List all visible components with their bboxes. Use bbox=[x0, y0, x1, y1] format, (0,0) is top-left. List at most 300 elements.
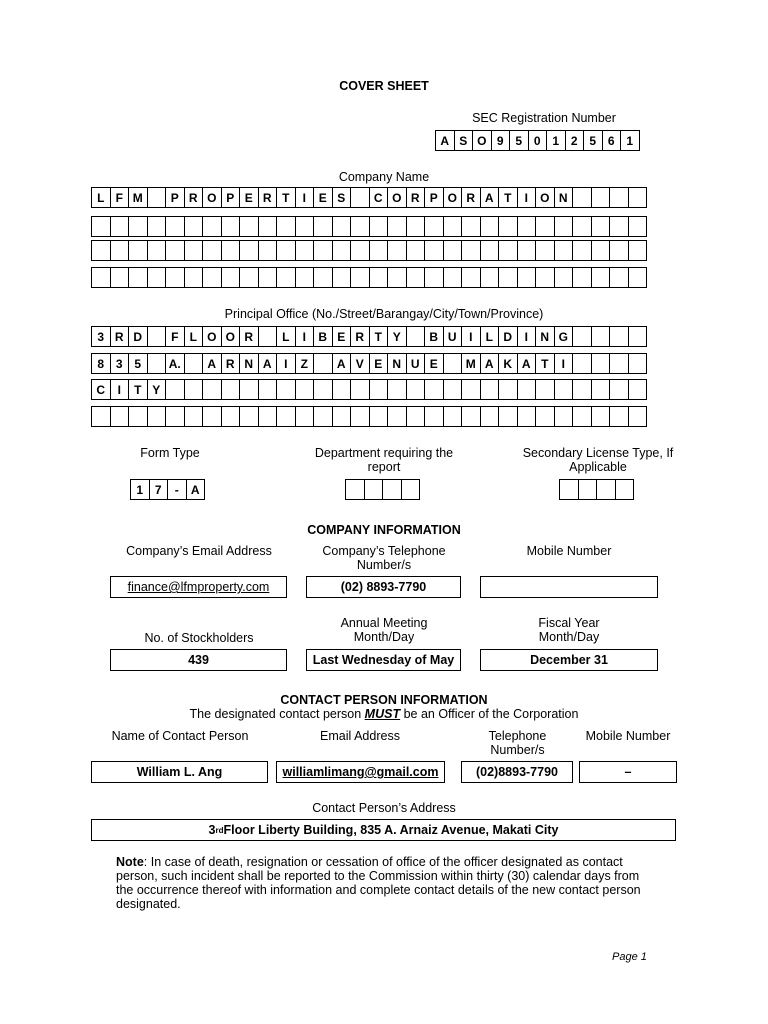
char-cell: 2 bbox=[565, 130, 585, 151]
char-cell bbox=[628, 187, 648, 208]
char-cell bbox=[401, 479, 421, 500]
char-cell bbox=[345, 479, 365, 500]
note-paragraph bbox=[116, 855, 656, 911]
char-cell bbox=[147, 326, 167, 347]
char-cell bbox=[498, 406, 518, 427]
char-row bbox=[91, 267, 646, 288]
char-cell bbox=[628, 240, 648, 261]
char-cell bbox=[313, 353, 333, 374]
char-cell bbox=[461, 240, 481, 261]
char-cell bbox=[572, 187, 592, 208]
char-cell bbox=[369, 267, 389, 288]
secondary-license-grid bbox=[559, 479, 633, 500]
char-cell bbox=[424, 406, 444, 427]
char-cell bbox=[128, 406, 148, 427]
char-cell bbox=[202, 240, 222, 261]
contact-address-field bbox=[91, 819, 676, 841]
char-cell: P bbox=[221, 187, 241, 208]
char-cell bbox=[609, 379, 629, 400]
char-cell: O bbox=[202, 326, 222, 347]
char-cell bbox=[609, 267, 629, 288]
char-cell: C bbox=[91, 379, 111, 400]
char-cell: - bbox=[167, 479, 187, 500]
char-cell bbox=[535, 240, 555, 261]
sec-registration-label: SEC Registration Number bbox=[472, 111, 616, 125]
char-cell bbox=[165, 406, 185, 427]
char-cell: E bbox=[239, 187, 259, 208]
char-cell bbox=[387, 379, 407, 400]
char-cell bbox=[480, 216, 500, 237]
char-cell bbox=[202, 379, 222, 400]
char-cell: O bbox=[387, 187, 407, 208]
char-cell: N bbox=[535, 326, 555, 347]
char-cell: 5 bbox=[509, 130, 529, 151]
char-cell bbox=[406, 240, 426, 261]
char-cell bbox=[517, 379, 537, 400]
char-cell: 9 bbox=[491, 130, 511, 151]
char-cell bbox=[480, 267, 500, 288]
char-cell: I bbox=[110, 379, 130, 400]
char-cell bbox=[443, 216, 463, 237]
char-cell bbox=[591, 353, 611, 374]
char-cell bbox=[350, 216, 370, 237]
char-cell: E bbox=[424, 353, 444, 374]
company-phone-label: Company’s Telephone Number/s bbox=[322, 544, 446, 572]
char-cell bbox=[591, 326, 611, 347]
address-pre: 3 bbox=[208, 823, 216, 837]
char-cell bbox=[258, 326, 278, 347]
char-cell bbox=[387, 406, 407, 427]
char-cell: E bbox=[369, 353, 389, 374]
char-cell bbox=[498, 379, 518, 400]
char-cell bbox=[313, 406, 333, 427]
char-cell: T bbox=[369, 326, 389, 347]
char-cell bbox=[332, 379, 352, 400]
char-cell bbox=[387, 216, 407, 237]
char-cell: U bbox=[406, 353, 426, 374]
secondary-license-label: Secondary License Type, If Applicable bbox=[522, 446, 674, 474]
mobile-number-field bbox=[480, 576, 658, 598]
contact-phone-field: (02)8893-7790 bbox=[461, 761, 573, 783]
char-cell bbox=[628, 267, 648, 288]
char-cell bbox=[332, 216, 352, 237]
char-cell bbox=[295, 379, 315, 400]
char-cell bbox=[406, 267, 426, 288]
char-cell bbox=[364, 479, 384, 500]
char-cell bbox=[350, 187, 370, 208]
char-cell: M bbox=[461, 353, 481, 374]
char-row bbox=[91, 240, 646, 261]
char-cell: D bbox=[498, 326, 518, 347]
char-cell bbox=[572, 267, 592, 288]
char-cell bbox=[535, 216, 555, 237]
char-cell: O bbox=[535, 187, 555, 208]
char-cell bbox=[387, 240, 407, 261]
char-cell bbox=[572, 326, 592, 347]
char-cell bbox=[239, 216, 259, 237]
char-cell bbox=[184, 406, 204, 427]
char-cell bbox=[517, 216, 537, 237]
char-cell bbox=[91, 267, 111, 288]
contact-mobile-label: Mobile Number bbox=[585, 729, 671, 743]
char-cell bbox=[615, 479, 635, 500]
char-cell bbox=[559, 479, 579, 500]
char-cell bbox=[443, 406, 463, 427]
char-cell bbox=[147, 187, 167, 208]
char-cell: A bbox=[202, 353, 222, 374]
char-cell bbox=[591, 267, 611, 288]
contact-sub-pre: The designated contact person bbox=[189, 707, 365, 721]
char-cell bbox=[91, 216, 111, 237]
char-cell bbox=[295, 406, 315, 427]
note-text: : In case of death, resignation or cessation of office of the officer designated as contact person, such incident shall be reported to the Commission within thirty (30) calendar days from the occurrence thereof with information and complete contact details of the new contact person designated. bbox=[116, 855, 641, 911]
char-cell: A bbox=[480, 187, 500, 208]
char-cell: T bbox=[128, 379, 148, 400]
sec-registration-grid bbox=[435, 130, 639, 151]
char-cell: E bbox=[313, 187, 333, 208]
char-cell bbox=[128, 267, 148, 288]
company-phone-field: (02) 8893-7790 bbox=[306, 576, 461, 598]
char-cell bbox=[609, 187, 629, 208]
char-cell: I bbox=[295, 187, 315, 208]
fiscal-year-field: December 31 bbox=[480, 649, 658, 671]
char-row bbox=[91, 216, 646, 237]
char-cell: 3 bbox=[91, 326, 111, 347]
char-cell bbox=[443, 379, 463, 400]
char-cell: Z bbox=[295, 353, 315, 374]
char-cell bbox=[332, 406, 352, 427]
char-cell bbox=[591, 379, 611, 400]
char-cell bbox=[628, 353, 648, 374]
contact-email-field: williamlimang@gmail.com bbox=[276, 761, 445, 783]
char-cell bbox=[572, 379, 592, 400]
char-cell bbox=[628, 216, 648, 237]
char-cell bbox=[239, 406, 259, 427]
char-cell bbox=[202, 216, 222, 237]
char-cell bbox=[609, 216, 629, 237]
char-cell bbox=[276, 379, 296, 400]
char-cell bbox=[276, 240, 296, 261]
char-cell bbox=[295, 240, 315, 261]
char-cell: U bbox=[443, 326, 463, 347]
char-cell bbox=[313, 216, 333, 237]
char-cell bbox=[591, 240, 611, 261]
contact-name-field: William L. Ang bbox=[91, 761, 268, 783]
char-cell: O bbox=[202, 187, 222, 208]
char-cell bbox=[424, 216, 444, 237]
char-cell: 5 bbox=[128, 353, 148, 374]
char-cell: O bbox=[221, 326, 241, 347]
annual-meeting-field: Last Wednesday of May bbox=[306, 649, 461, 671]
char-cell bbox=[480, 406, 500, 427]
char-cell bbox=[184, 267, 204, 288]
char-cell: N bbox=[239, 353, 259, 374]
char-row bbox=[91, 353, 646, 374]
char-cell: O bbox=[472, 130, 492, 151]
char-row bbox=[91, 187, 646, 208]
char-cell bbox=[165, 240, 185, 261]
char-cell bbox=[350, 240, 370, 261]
char-cell: A. bbox=[165, 353, 185, 374]
char-cell: L bbox=[480, 326, 500, 347]
char-cell bbox=[369, 379, 389, 400]
char-cell bbox=[239, 240, 259, 261]
char-cell: E bbox=[332, 326, 352, 347]
char-cell: V bbox=[350, 353, 370, 374]
company-name-label: Company Name bbox=[338, 170, 430, 184]
char-cell bbox=[128, 216, 148, 237]
char-cell bbox=[147, 353, 167, 374]
char-cell bbox=[480, 240, 500, 261]
contact-info-subheading bbox=[0, 707, 768, 721]
char-cell: B bbox=[424, 326, 444, 347]
char-cell: R bbox=[258, 187, 278, 208]
contact-phone-label: Telephone Number/s bbox=[488, 729, 547, 757]
char-cell bbox=[184, 379, 204, 400]
char-cell: B bbox=[313, 326, 333, 347]
char-cell bbox=[276, 216, 296, 237]
char-cell: I bbox=[461, 326, 481, 347]
char-cell bbox=[147, 267, 167, 288]
char-cell: A bbox=[480, 353, 500, 374]
char-cell bbox=[110, 240, 130, 261]
char-cell: C bbox=[369, 187, 389, 208]
char-cell: 0 bbox=[528, 130, 548, 151]
address-sup: rd bbox=[215, 825, 224, 835]
char-cell bbox=[165, 379, 185, 400]
char-cell bbox=[110, 267, 130, 288]
char-cell bbox=[554, 379, 574, 400]
char-cell bbox=[609, 353, 629, 374]
company-info-heading: COMPANY INFORMATION bbox=[307, 523, 461, 537]
char-cell bbox=[628, 326, 648, 347]
char-cell bbox=[258, 406, 278, 427]
char-cell bbox=[382, 479, 402, 500]
char-cell: I bbox=[517, 326, 537, 347]
char-cell bbox=[276, 267, 296, 288]
char-cell bbox=[165, 216, 185, 237]
char-cell bbox=[406, 406, 426, 427]
char-cell bbox=[221, 240, 241, 261]
char-cell: L bbox=[91, 187, 111, 208]
char-cell bbox=[313, 379, 333, 400]
char-cell: O bbox=[443, 187, 463, 208]
char-cell bbox=[184, 216, 204, 237]
char-row bbox=[91, 379, 646, 400]
char-cell bbox=[295, 267, 315, 288]
char-cell bbox=[387, 267, 407, 288]
char-cell: I bbox=[554, 353, 574, 374]
char-cell: N bbox=[554, 187, 574, 208]
char-cell: R bbox=[184, 187, 204, 208]
char-cell bbox=[572, 406, 592, 427]
char-cell bbox=[572, 240, 592, 261]
char-cell bbox=[239, 267, 259, 288]
char-cell: A bbox=[186, 479, 206, 500]
char-cell: P bbox=[424, 187, 444, 208]
char-cell bbox=[424, 267, 444, 288]
char-cell bbox=[369, 406, 389, 427]
char-cell: 5 bbox=[583, 130, 603, 151]
char-cell: R bbox=[239, 326, 259, 347]
char-cell bbox=[295, 216, 315, 237]
char-cell: A bbox=[332, 353, 352, 374]
char-cell bbox=[313, 267, 333, 288]
char-cell bbox=[350, 406, 370, 427]
char-cell bbox=[554, 240, 574, 261]
char-cell: A bbox=[258, 353, 278, 374]
char-cell: Y bbox=[387, 326, 407, 347]
char-cell bbox=[443, 240, 463, 261]
char-cell bbox=[609, 406, 629, 427]
char-cell bbox=[369, 216, 389, 237]
char-cell: S bbox=[454, 130, 474, 151]
char-cell: F bbox=[110, 187, 130, 208]
char-cell bbox=[554, 267, 574, 288]
contact-address-label: Contact Person’s Address bbox=[312, 801, 456, 815]
note-label: Note bbox=[116, 855, 144, 869]
char-cell: T bbox=[498, 187, 518, 208]
char-cell: 1 bbox=[546, 130, 566, 151]
char-cell bbox=[406, 216, 426, 237]
char-cell bbox=[535, 406, 555, 427]
char-cell bbox=[332, 240, 352, 261]
char-cell bbox=[591, 216, 611, 237]
char-cell bbox=[202, 406, 222, 427]
company-email-field: finance@lfmproperty.com bbox=[110, 576, 287, 598]
char-cell bbox=[147, 240, 167, 261]
contact-email-label: Email Address bbox=[320, 729, 400, 743]
address-post: Floor Liberty Building, 835 A. Arnaiz Avenue, Makati City bbox=[223, 823, 559, 837]
char-cell: R bbox=[221, 353, 241, 374]
char-cell bbox=[147, 216, 167, 237]
char-cell: P bbox=[165, 187, 185, 208]
char-cell: T bbox=[276, 187, 296, 208]
char-cell: 7 bbox=[149, 479, 169, 500]
char-cell: L bbox=[184, 326, 204, 347]
char-cell bbox=[498, 267, 518, 288]
char-cell bbox=[554, 406, 574, 427]
char-cell: S bbox=[332, 187, 352, 208]
stockholders-label: No. of Stockholders bbox=[144, 631, 254, 645]
char-cell: R bbox=[461, 187, 481, 208]
char-row bbox=[91, 406, 646, 427]
contact-name-label: Name of Contact Person bbox=[111, 729, 249, 743]
fiscal-year-label: Fiscal Year Month/Day bbox=[538, 616, 600, 644]
char-cell bbox=[609, 240, 629, 261]
char-cell bbox=[258, 240, 278, 261]
char-cell bbox=[221, 216, 241, 237]
char-cell bbox=[572, 353, 592, 374]
char-cell: F bbox=[165, 326, 185, 347]
char-cell: D bbox=[128, 326, 148, 347]
char-cell: 3 bbox=[110, 353, 130, 374]
char-cell bbox=[350, 267, 370, 288]
char-cell bbox=[628, 406, 648, 427]
char-cell bbox=[517, 240, 537, 261]
char-cell bbox=[596, 479, 616, 500]
form-type-grid bbox=[130, 479, 204, 500]
char-cell bbox=[221, 267, 241, 288]
char-cell bbox=[572, 216, 592, 237]
char-cell bbox=[184, 240, 204, 261]
char-cell bbox=[498, 240, 518, 261]
mobile-number-label: Mobile Number bbox=[526, 544, 612, 558]
department-grid bbox=[345, 479, 419, 500]
company-email-label: Company’s Email Address bbox=[126, 544, 272, 558]
char-cell bbox=[461, 267, 481, 288]
char-cell bbox=[461, 406, 481, 427]
char-cell bbox=[406, 379, 426, 400]
char-cell bbox=[350, 379, 370, 400]
char-cell bbox=[221, 406, 241, 427]
char-cell bbox=[591, 406, 611, 427]
char-cell bbox=[221, 379, 241, 400]
char-cell: I bbox=[276, 353, 296, 374]
char-cell bbox=[110, 216, 130, 237]
char-cell bbox=[258, 216, 278, 237]
char-cell bbox=[609, 326, 629, 347]
char-cell bbox=[110, 406, 130, 427]
annual-meeting-label: Annual Meeting Month/Day bbox=[340, 616, 428, 644]
char-cell bbox=[443, 267, 463, 288]
char-cell bbox=[406, 326, 426, 347]
char-cell bbox=[461, 379, 481, 400]
contact-sub-post: be an Officer of the Corporation bbox=[400, 707, 579, 721]
char-cell bbox=[369, 240, 389, 261]
char-cell: R bbox=[406, 187, 426, 208]
char-cell: 6 bbox=[602, 130, 622, 151]
char-cell bbox=[313, 240, 333, 261]
form-type-label: Form Type bbox=[140, 446, 200, 460]
char-cell bbox=[258, 267, 278, 288]
contact-mobile-field: – bbox=[579, 761, 677, 783]
char-cell: M bbox=[128, 187, 148, 208]
page-title: COVER SHEET bbox=[339, 79, 429, 93]
char-cell: A bbox=[435, 130, 455, 151]
stockholders-field: 439 bbox=[110, 649, 287, 671]
char-cell bbox=[332, 267, 352, 288]
char-cell bbox=[202, 267, 222, 288]
char-cell bbox=[239, 379, 259, 400]
char-cell bbox=[91, 240, 111, 261]
page-number: Page 1 bbox=[612, 951, 647, 963]
char-cell bbox=[498, 216, 518, 237]
char-cell bbox=[628, 379, 648, 400]
char-cell: 1 bbox=[620, 130, 640, 151]
char-cell: G bbox=[554, 326, 574, 347]
char-cell bbox=[578, 479, 598, 500]
char-cell: I bbox=[295, 326, 315, 347]
char-cell bbox=[443, 353, 463, 374]
contact-info-heading: CONTACT PERSON INFORMATION bbox=[280, 693, 488, 707]
char-cell: K bbox=[498, 353, 518, 374]
principal-office-label: Principal Office (No./Street/Barangay/City/Town/Province) bbox=[224, 307, 544, 321]
char-cell: 8 bbox=[91, 353, 111, 374]
char-cell bbox=[165, 267, 185, 288]
char-cell bbox=[517, 406, 537, 427]
char-cell: R bbox=[110, 326, 130, 347]
char-cell bbox=[554, 216, 574, 237]
char-cell bbox=[91, 406, 111, 427]
char-cell bbox=[128, 240, 148, 261]
char-cell bbox=[535, 379, 555, 400]
char-cell: Y bbox=[147, 379, 167, 400]
char-cell bbox=[424, 240, 444, 261]
char-cell: T bbox=[535, 353, 555, 374]
department-label: Department requiring the report bbox=[314, 446, 454, 474]
char-cell bbox=[424, 379, 444, 400]
